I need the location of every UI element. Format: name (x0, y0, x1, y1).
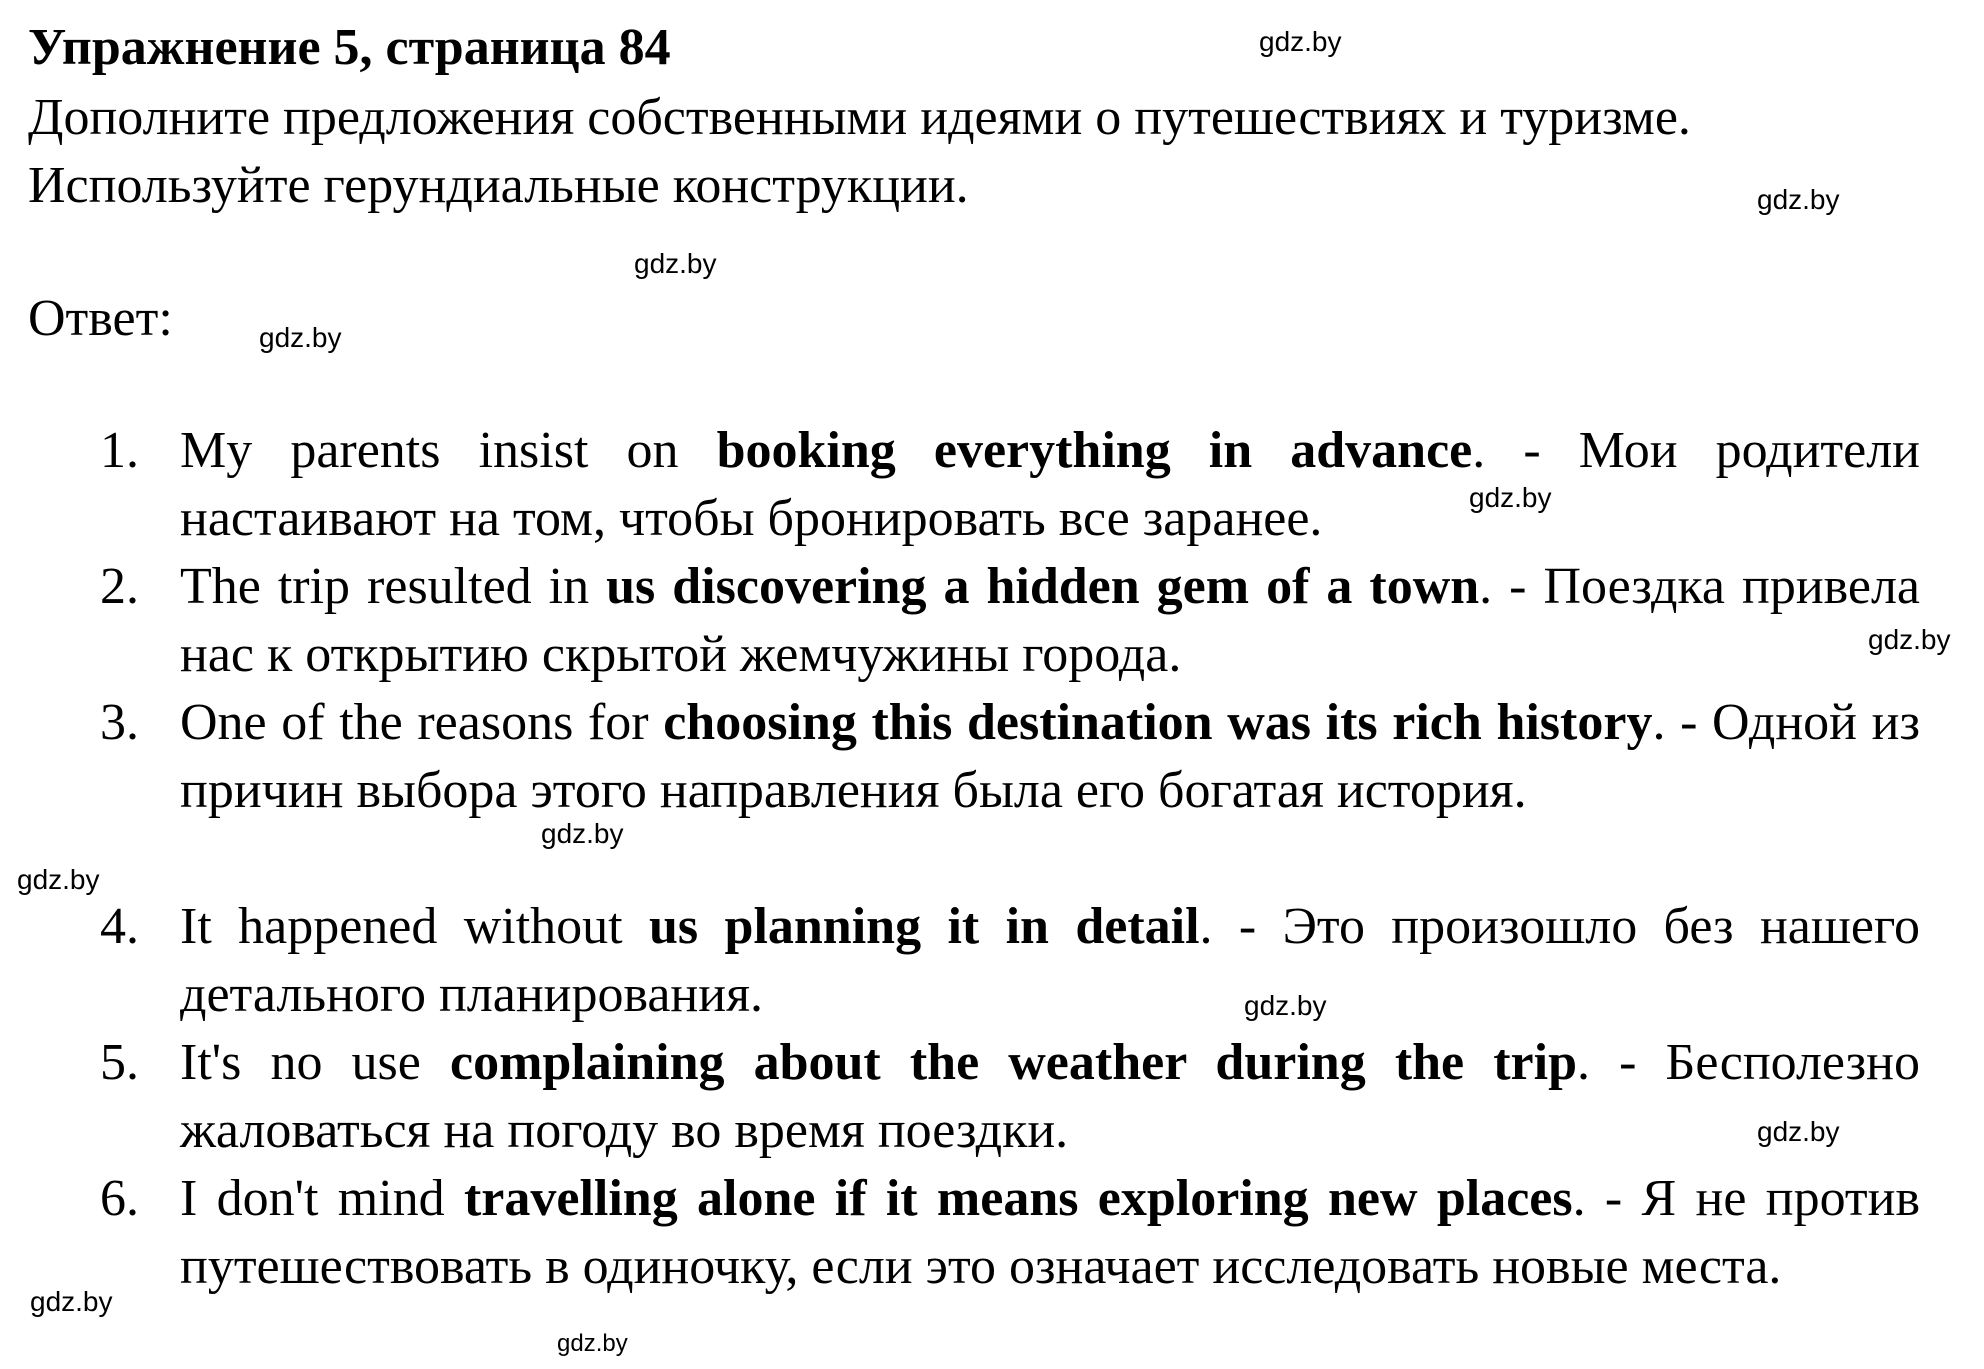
watermark: gdz.by (1868, 624, 1951, 655)
item-text-start: My parents insist on (180, 422, 717, 479)
item-text-translation: . - Поездка привела нас к открытию скрытой жемчужины города. (180, 558, 1921, 683)
task-line-1: Дополните предложения собственными идеями о путешествиях и туризме. (28, 89, 1691, 146)
watermark: gdz.by (1757, 184, 1840, 215)
item-text (180, 1029, 1920, 1165)
item-answer-bold: travelling alone if it means exploring new places (463, 1170, 1573, 1227)
list-item (0, 1029, 1984, 1165)
watermark: gdz.by (259, 322, 342, 353)
item-answer-bold: choosing this destination was its rich history (663, 694, 1653, 751)
list-item (0, 1165, 1984, 1369)
list-item (0, 689, 1984, 893)
item-number: 1. (100, 422, 139, 479)
item-text-translation: . - Это произошло без нашего детального планирования. (180, 898, 1921, 1023)
item-text-translation: . - Одной из причин выбора этого направления была его богатая история. (180, 694, 1921, 819)
item-text-start: It happened without (180, 898, 649, 955)
watermark: gdz.by (1757, 1116, 1840, 1147)
answer-label: Ответ: (28, 290, 173, 347)
list-item (0, 893, 1984, 1029)
page-title: Упражнение 5, страница 84 (28, 19, 671, 76)
watermark: gdz.by (634, 248, 717, 279)
item-text (180, 893, 1920, 1029)
item-text (180, 1165, 1920, 1301)
item-text (180, 417, 1920, 553)
item-text-start: It's no use (180, 1034, 450, 1091)
item-number: 5. (100, 1034, 139, 1091)
item-number: 4. (100, 898, 139, 955)
task-instructions (28, 84, 1928, 220)
item-text-start: I don't mind (180, 1170, 464, 1227)
item-number: 6. (100, 1170, 139, 1227)
item-number: 3. (100, 694, 139, 751)
answer-list (0, 417, 1984, 1369)
item-answer-bold: us planning it in detail (649, 898, 1200, 955)
item-text-translation: . - Я не против путешествовать в одиночку, если это означает исследовать новые места. (180, 1170, 1921, 1295)
watermark: gdz.by (1244, 990, 1327, 1021)
watermark: gdz.by (1469, 482, 1552, 513)
item-text-start: One of the reasons for (180, 694, 664, 751)
item-answer-bold: complaining about the weather during the trip (449, 1034, 1577, 1091)
item-text-translation: . - Бесполезно жаловаться на погоду во время поездки. (180, 1034, 1920, 1159)
item-text (180, 689, 1920, 825)
item-answer-bold: booking everything in advance (716, 422, 1473, 479)
list-item (0, 553, 1984, 689)
item-text-translation: . - Мои родители настаивают на том, чтобы бронировать все заранее. (180, 422, 1920, 547)
item-text-start: The trip resulted in (180, 558, 607, 615)
list-item (0, 417, 1984, 553)
task-line-2: Используйте герундиальные конструкции. (28, 157, 969, 214)
item-number: 2. (100, 558, 139, 615)
item-answer-bold: us discovering a hidden gem of a town (606, 558, 1480, 615)
watermark: gdz.by (541, 818, 624, 849)
item-text (180, 553, 1920, 689)
watermark: gdz.by (1259, 26, 1342, 57)
watermark: gdz.by (17, 864, 100, 895)
watermark: gdz.by (557, 1330, 628, 1357)
watermark: gdz.by (30, 1286, 113, 1317)
